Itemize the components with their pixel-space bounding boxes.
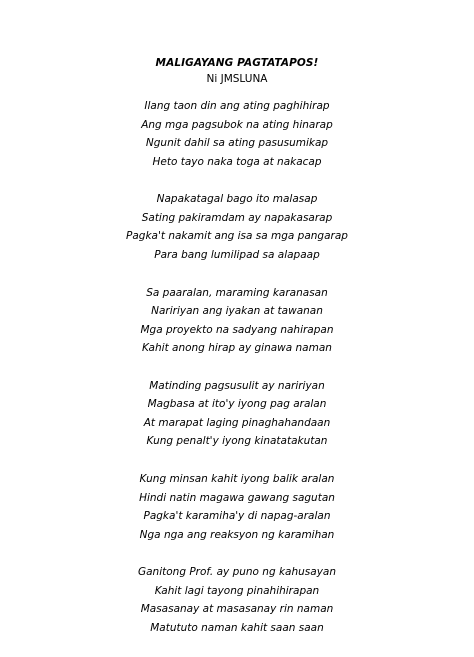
poem-body [0,97,474,657]
poem-line: Ilang taon din ang ating paghihirap [144,100,330,112]
stanza-4 [0,377,474,451]
poem-line: Ang mga pagsubok na ating hinarap [141,118,333,131]
poem-line: Matinding pagsusulit ay naririyan [149,379,325,392]
poem-line: Kahit anong hirap ay ginawa naman [142,342,332,355]
poem-line: Magbasa at ito'y iyong pag aralan [147,398,327,411]
poem-line: Naririyan ang iyakan at tawanan [151,305,323,318]
stanza-5 [0,470,474,544]
poem-line: Kung minsan kahit iyong balik aralan [139,473,335,486]
poem-author: Ni JMSLUNA [206,73,268,85]
poem-title: MALIGAYANG PAGTATAPOS! [155,57,319,69]
poem-line: Masasanay at masasanay rin naman [140,603,334,616]
stanza-3 [0,284,474,358]
stanza-2 [0,190,474,264]
poem-line: Heto tayo naka toga at nakacap [152,155,322,168]
poem-line: Ganitong Prof. ay puno ng kahusayan [137,566,336,579]
poem-line: Pagka't karamiha'y di napag-aralan [143,510,331,523]
stanza-1 [0,97,474,171]
poem-line: Nga nga ang reaksyon ng karamihan [139,528,335,541]
poem-line: Ngunit dahil sa ating pasusumikap [145,137,329,149]
poem-line: Kung penalt'y iyong kinatatakutan [146,435,328,448]
poem-line: Kahit lagi tayong pinahihirapan [154,584,320,597]
stanza-6 [0,563,474,637]
poem-line: Sa paaralan, maraming karanasan [146,286,328,299]
poem-line: At marapat laging pinaghahandaan [143,416,331,429]
poem-line: Hindi natin magawa gawang sagutan [139,491,335,504]
poem-line: Matututo naman kahit saan saan [150,621,324,634]
poem-line: Para bang lumilipad sa alapaap [154,248,320,261]
poem-line: Sating pakiramdam ay napakasarap [141,211,333,224]
poem-line: Napakatagal bago ito malasap [156,193,318,206]
poem-line: Pagka't nakamit ang isa sa mga pangarap [126,230,348,243]
poem-line: Mga proyekto na sadyang nahirapan [140,323,334,336]
